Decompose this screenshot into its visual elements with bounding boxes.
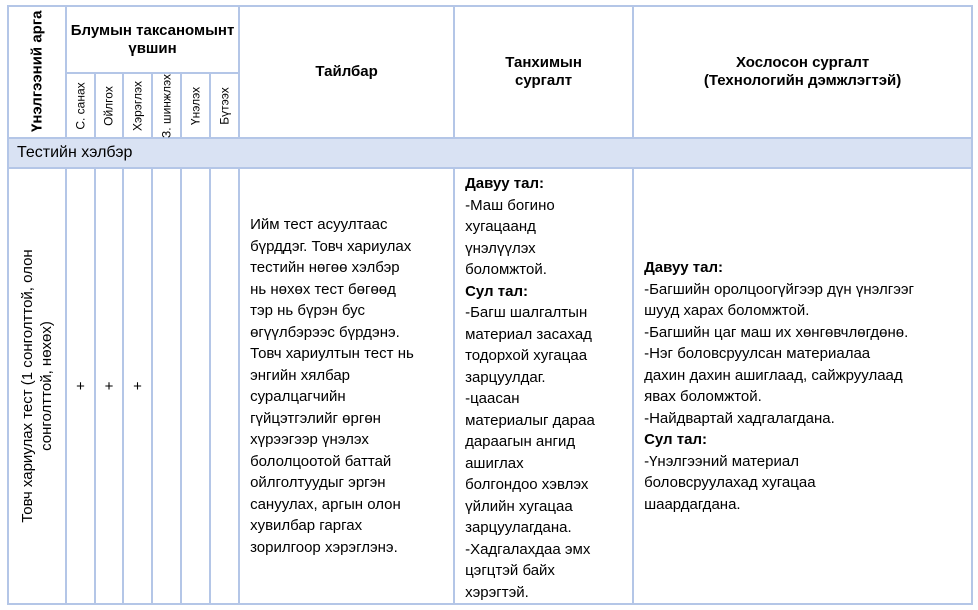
- table-row: [8, 168, 972, 604]
- text-line: үйлийн хугацаа: [465, 497, 573, 515]
- text-line: тестийн нөгөө хэлбэр: [250, 259, 400, 276]
- text-line: дахин дахин ашиглаад, сайжруулаад: [644, 366, 903, 384]
- text-line: суралцагчийн: [250, 388, 346, 405]
- section-row: [8, 138, 972, 168]
- classroom-pros: [465, 195, 622, 281]
- assessment-table: [7, 5, 973, 605]
- text-line: хугацаанд: [465, 218, 536, 235]
- text-line: -Багшийн оролцоогүйгээр дүн үнэлгээг: [644, 280, 914, 298]
- text-line: ашиглах: [465, 454, 524, 472]
- text-line: явах боломжтой.: [644, 388, 762, 405]
- text-line: шаардагдана.: [644, 495, 741, 513]
- text-line: сануулах, аргын олон: [250, 495, 401, 513]
- method-name: Товч хариулах тест (1 сонголттой, олон сонголттой, нөхөх): [19, 249, 55, 523]
- bloom-mark: [152, 168, 181, 604]
- blended-pros-label: Давуу тал:: [644, 259, 724, 276]
- text-line: зарцуулдаг.: [465, 368, 546, 386]
- text-line: дараагын ангид: [465, 433, 576, 450]
- blended-cons-label: Сул тал:: [644, 431, 707, 448]
- bloom-level: Бүтээх: [217, 86, 232, 125]
- bloom-level-cell: [181, 73, 210, 138]
- bloom-level: Хэрэглэх: [130, 80, 144, 131]
- text-line: энгийн хялбар: [250, 366, 351, 384]
- bloom-mark: [181, 168, 210, 604]
- bloom-mark: +: [95, 168, 123, 604]
- bloom-level-cell: [95, 73, 123, 138]
- bloom-level-cell: [152, 73, 181, 138]
- text-line: -цаасан: [465, 390, 520, 407]
- blended-subtitle: (Технологийн дэмжлэгтэй): [703, 72, 902, 89]
- text-line: зарцуулагдана.: [465, 519, 572, 536]
- text-line: -Үнэлгээний материал: [644, 452, 799, 470]
- bloom-mark: +: [123, 168, 152, 604]
- text-line: -Хадгалахдаа эмх: [465, 540, 591, 558]
- text-line: тэр нь бүрэн бус: [250, 302, 366, 319]
- classroom-pros-label: Давуу тал:: [465, 175, 545, 192]
- classroom-title: Танхимын сургалт: [505, 54, 582, 89]
- bloom-header: [66, 6, 239, 73]
- text-line: үнэлүүлэх: [465, 239, 536, 257]
- classroom-cons-label: Сул тал:: [465, 282, 528, 300]
- header-row-1: [8, 6, 972, 73]
- bloom-mark: +: [66, 168, 95, 604]
- method-cell: [8, 168, 66, 604]
- text-line: өгүүлбэрээс бүрдэнэ.: [250, 323, 400, 341]
- bloom-level: С. санах: [73, 81, 87, 130]
- text-line: тодорхой хугацаа: [465, 347, 588, 364]
- text-line: шууд харах боломжтой.: [644, 302, 810, 319]
- blended-title: Хослосон сургалт: [735, 54, 870, 71]
- text-line: боловсруулахад хугацаа: [644, 474, 816, 491]
- text-line: нь нөхөх тест бөгөөд: [250, 280, 396, 298]
- text-line: -Найдвартай хадгалагдана.: [644, 409, 835, 427]
- text-line: Ийм тест асуултаас: [250, 216, 388, 233]
- text-line: -Багш шалгалтын: [465, 304, 588, 321]
- blended-cons: [644, 451, 961, 516]
- text-line: -Багшийн цаг маш их хөнгөвчлөгдөнө.: [644, 323, 909, 341]
- description-cell: [239, 168, 454, 604]
- text-line: бололцоотой баттай: [250, 452, 392, 470]
- bloom-level: З. шинжлэх: [159, 73, 173, 138]
- text-line: -Маш богино: [465, 196, 555, 214]
- text-line: материал засахад: [465, 325, 592, 343]
- text-line: -Нэг боловсруулсан материалаа: [644, 345, 871, 362]
- text-line: хувилбар гаргах: [250, 517, 363, 534]
- bloom-level-cell: [66, 73, 95, 138]
- text-line: хэрэгтэй.: [465, 583, 529, 601]
- text-line: материалыг дараа: [465, 411, 595, 429]
- text-line: бүрддэг. Товч хариулах: [250, 237, 412, 255]
- blended-cell: [633, 168, 972, 604]
- classroom-header: [454, 6, 633, 138]
- text-line: цэгцтэй байх: [465, 562, 555, 579]
- description-header: Тайлбар: [239, 6, 454, 138]
- text-line: боломжтой.: [465, 261, 547, 278]
- blended-header: [633, 6, 972, 138]
- bloom-level-cell: [123, 73, 152, 138]
- bloom-level: Үнэлэх: [188, 86, 202, 125]
- text-line: гүйцэтгэлийг өргөн: [250, 409, 381, 427]
- description-text: [250, 214, 443, 558]
- bloom-title: Блумын таксаномынтүвшин: [70, 21, 235, 57]
- text-line: Товч хариултын тест нь: [250, 345, 414, 362]
- blended-pros: [644, 279, 961, 430]
- classroom-cell: [454, 168, 633, 604]
- text-line: зорилгоор хэрэглэнэ.: [250, 538, 398, 556]
- text-line: хүрээгээр үнэлэх: [250, 431, 369, 448]
- method-header-cell: [8, 6, 66, 138]
- method-header: Үнэлгээний арга: [28, 10, 46, 132]
- section-title: Тестийн хэлбэр: [8, 138, 972, 168]
- bloom-mark: [210, 168, 239, 604]
- text-line: ойлголтуудыг эргэн: [250, 474, 386, 491]
- bloom-level-cell: [210, 73, 239, 138]
- text-line: болгондоо хэвлэх: [465, 476, 589, 493]
- bloom-level: Ойлгох: [101, 85, 116, 126]
- classroom-cons: [465, 302, 622, 603]
